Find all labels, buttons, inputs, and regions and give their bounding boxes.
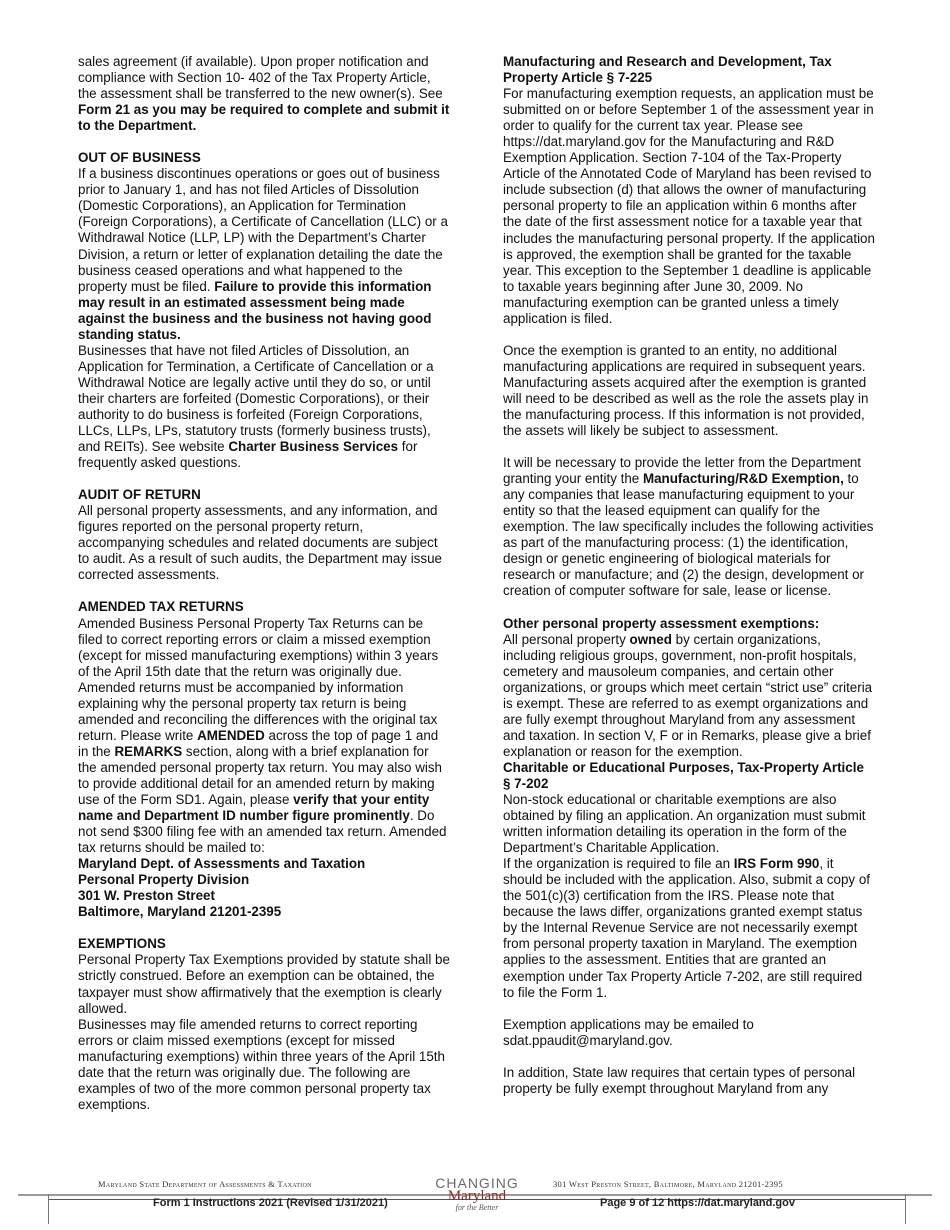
heading-other-exemptions: Other personal property assessment exemptions: (503, 615, 820, 631)
exemptions-paragraph-2: Businesses may file amended returns to correct reporting errors or claim missed exemptions (except for missed manufacturing exemptions) within three years of the April 15th date that the return was originally due. The following are examples of two of the more common personal property tax exemptions. (78, 1016, 445, 1112)
heading-exemptions: EXEMPTIONS (78, 936, 166, 952)
footer-address: 301 West Preston Street, Baltimore, Maryland 21201-2395 (553, 1179, 783, 1189)
out-of-business-paragraph: If a business discontinues operations or goes out of business prior to January 1, and has not filed Articles of Dissolution (Domestic Corporations), an Application for Termination (Foreign Corporations), a Certificate of Cancellation (LLC) or a Withdrawal Notice (LLP, LP) with the Department’s Charter Division, a return or letter of explanation detailing the date the business ceased operations and what happened to the property must be filed. Failure to provide this information may result in an estimated assessment being made against the business and the business not having good standing status. (78, 166, 448, 342)
exemptions-paragraph-1: Personal Property Tax Exemptions provided by statute shall be strictly construed. Before an exemption can be obtained, the taxpayer must show affirmatively that the exemption is clearly allowed. (78, 952, 450, 1016)
footer-left-border (48, 1194, 49, 1224)
state-law-paragraph: In addition, State law requires that certain types of personal property be fully exempt throughout Maryland from any (503, 1064, 856, 1096)
transfer-paragraph: sales agreement (if available). Upon proper notification and compliance with Section 10- 402 of the Tax Property Article, the assessment shall be transferred to the new owner(s). See Form 21 as you may be required to complete and submit it to the Department. (78, 54, 450, 134)
charter-business-services-link[interactable]: Charter Business Services (228, 439, 399, 455)
left-column (78, 54, 450, 1113)
heading-audit-of-return: AUDIT OF RETURN (78, 487, 201, 503)
form-21-note: Form 21 as you may be required to complete and submit it to the Department. (78, 102, 450, 134)
heading-out-of-business: OUT OF BUSINESS (78, 150, 201, 166)
other-exemptions-paragraph: All personal property owned by certain organizations, including religious groups, government, non-profit hospitals, cemetery and mausoleum companies, and certain other organizations, or groups which meet certain “strict use” criteria is exempt. These are referred to as exempt organizations and are fully exempt throughout Maryland from any assessment and taxation. In section V, F or in Remarks, please give a brief explanation or reason for the exemption. (503, 631, 873, 759)
mailing-address-line-2: Personal Property Division (78, 872, 250, 888)
amended-paragraph: Amended Business Personal Property Tax Returns can be filed to correct reporting errors or claim a missed exemption (except for missed manufacturing exemptions) within 3 years of the April 15th date that the return was originally due. Amended returns must be accompanied by information explaining why the personal property tax return is being amended and reconciling the differences with the original tax return. Please write AMENDED across the top of page 1 and in the REMARKS section, along with a brief explanation for the amended personal property tax return. You may also wish to provide additional detail for an amended return by making use of the Form SD1. Again, please verify that your entity name and Department ID number figure prominently. Do not send $300 filing fee with an amended tax return. Amended tax returns should be mailed to: (78, 615, 447, 856)
audit-paragraph: All personal property assessments, and any information, and figures reported on the personal property return, accompanying schedules and related documents are subject to audit. As a result of such audits, the Department may issue corrected assessments. (78, 503, 442, 583)
heading-amended-tax-returns: AMENDED TAX RETURNS (78, 599, 244, 615)
manufacturing-paragraph-2: Once the exemption is granted to an entity, no additional manufacturing applications are required in subsequent years. Manufacturing assets acquired after the exemption is granted will need to be described as well as the role the assets play in the manufacturing process. If this information is not provided, the assets will likely be subject to assessment. (503, 342, 869, 439)
manufacturing-paragraph-3: It will be necessary to provide the letter from the Department granting your entity the Manufacturing/R&D Exemption, to any companies that lease manufacturing equipment to your entity so that the leased equipment can qualify for the exemption. The law specifically includes the following activities as part of the manufacturing process: (1) the identification, design or genetic engineering of biological materials for research or manufacture; and (2) the design, development or creation of computer software for sale, lease or license. (503, 455, 874, 599)
charitable-paragraph-2: If the organization is required to file an IRS Form 990, it should be included with the application. Also, submit a copy of the 501(c)(3) certification from the IRS. Please note that because the laws differ, organizations granted exempt status by the Internal Revenue Service are not necessarily exempt from personal property taxation in Maryland. The exemption applies to the assessment. Entities that are granted an exemption under Tax Property Article 7-202, are still required to file the Form 1. (503, 856, 870, 1000)
page-footer (0, 1174, 950, 1230)
footer-agency: Maryland State Department of Assessments & Taxation (98, 1179, 312, 1189)
footer-page-number: Page 9 of 12 https://dat.maryland.gov (600, 1197, 795, 1209)
mailing-address-line-1: Maryland Dept. of Assessments and Taxation (78, 856, 366, 872)
mailing-address-line-3: 301 W. Preston Street (78, 888, 215, 904)
mailing-address-line-4: Baltimore, Maryland 21201-2395 (78, 904, 282, 920)
right-column (503, 54, 875, 1097)
footer-form-label: Form 1 Instructions 2021 (Revised 1/31/2021) (153, 1197, 388, 1209)
legally-active-paragraph: Businesses that have not filed Articles of Dissolution, an Application for Termination, a Certificate of Cancellation or a Withdrawal Notice are legally active until they do so, or until their charters are forfeited (Domestic Corporations), or their authority to do business is forfeited (Foreign Corporations, LLCs, LLPs, LPs, statutory trusts (formerly business trusts), and REITs). See website Charter Business Services for frequently asked questions. (78, 342, 434, 471)
heading-manufacturing: Manufacturing and Research and Development, Tax Property Article § 7-225 (503, 54, 832, 86)
charitable-paragraph-1: Non-stock educational or charitable exemptions are also obtained by filing an application. An organization must submit written information detailing its operation in the form of the Department’s Charitable Application. (503, 792, 866, 856)
footer-right-border (905, 1194, 906, 1224)
email-paragraph: Exemption applications may be emailed to sdat.ppaudit@maryland.gov. (503, 1016, 754, 1048)
heading-charitable: Charitable or Educational Purposes, Tax-Property Article § 7-202 (503, 759, 864, 791)
manufacturing-paragraph-1: For manufacturing exemption requests, an application must be submitted on or before September 1 of the assessment year in order to qualify for the current tax year. Please see https://dat.maryland.gov for the Manufacturing and R&D Exemption Application. Section 7-104 of the Tax-Property Article of the Annotated Code of Maryland has been revised to include subsection (d) that allows the owner of manufacturing personal property to file an application within 6 months after the date of the first assessment notice for a taxable year that includes the manufacturing personal property. If the application is approved, the exemption shall be granted for the taxable year. This exception to the September 1 deadline is applicable to taxable years beginning after June 30, 2009. No manufacturing exemption can be granted unless a timely application is filed. (503, 86, 875, 326)
changing-maryland-logo: CHANGING Maryland for the Better (435, 1175, 519, 1212)
